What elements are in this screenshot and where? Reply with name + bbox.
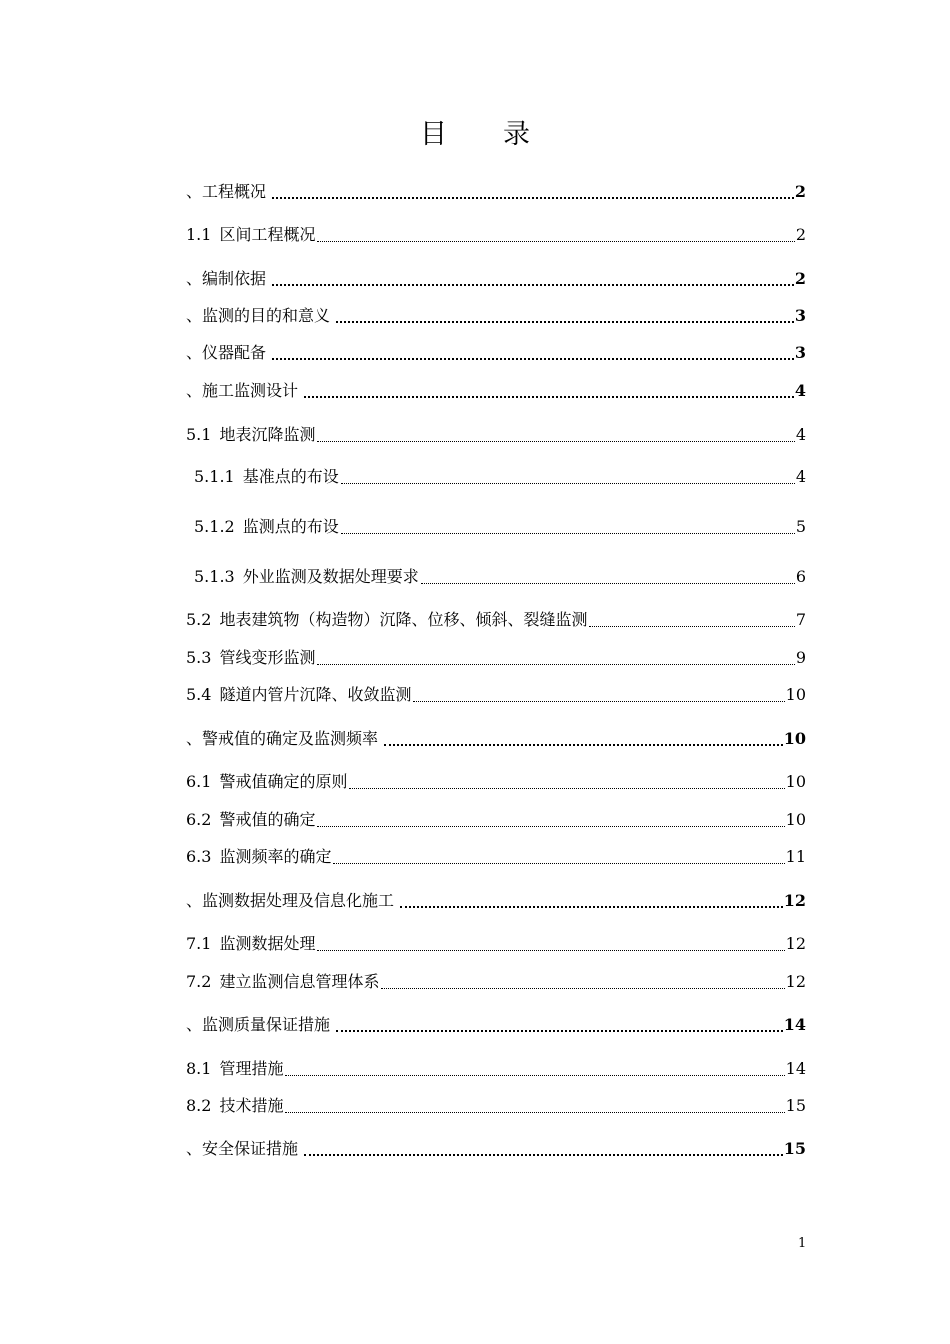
toc-entry-label <box>186 1015 330 1035</box>
toc-entry[interactable] <box>186 1055 806 1079</box>
toc-entry[interactable] <box>186 725 806 749</box>
dot-leader <box>317 812 784 827</box>
toc-entry[interactable] <box>194 563 806 587</box>
dot-leader <box>304 1140 783 1156</box>
toc-entry[interactable] <box>186 1092 806 1116</box>
toc-entry-number: 5.1.1 <box>194 467 235 486</box>
toc-entry-page: 5 <box>795 517 806 536</box>
toc-entry-text: 技术措施 <box>219 1096 284 1115</box>
toc-entry-page: 6 <box>795 567 806 586</box>
toc-entry-text: 外业监测及数据处理要求 <box>242 567 419 586</box>
toc-entry-text: 隧道内管片沉降、收敛监测 <box>219 685 412 704</box>
toc-entry[interactable] <box>186 421 806 445</box>
toc-entry-text: 、施工监测设计 <box>186 381 299 400</box>
toc-entry-page: 2 <box>794 182 806 201</box>
toc-entry-label <box>186 269 266 289</box>
toc-entry[interactable] <box>186 806 806 830</box>
toc-entry-number: 7.2 <box>186 972 212 991</box>
toc-entry[interactable] <box>194 513 806 537</box>
toc-entry-text: 区间工程概况 <box>219 225 316 244</box>
toc-entry-number: 6.3 <box>186 847 212 866</box>
toc-entry-page: 10 <box>785 772 806 791</box>
toc-entry-label <box>186 648 315 668</box>
toc-entry-text: 、监测的目的和意义 <box>186 306 331 325</box>
toc-entry-page: 7 <box>795 610 806 629</box>
toc-entry-page: 2 <box>795 225 806 244</box>
toc-entry-text: 、监测质量保证措施 <box>186 1015 331 1034</box>
toc-entry[interactable] <box>186 302 806 326</box>
toc-entry[interactable] <box>186 887 806 911</box>
toc-entry-page: 3 <box>794 343 806 362</box>
toc-entry-page: 2 <box>794 269 806 288</box>
toc-entry-text: 、工程概况 <box>186 182 267 201</box>
toc-entry[interactable] <box>186 1135 806 1159</box>
toc-entry-label <box>186 891 394 911</box>
toc-entry-number: 8.2 <box>186 1096 212 1115</box>
toc-entry-number: 5.2 <box>186 610 212 629</box>
dot-leader <box>285 1098 784 1113</box>
toc-entry[interactable] <box>186 768 806 792</box>
toc-entry-number: 8.1 <box>186 1059 212 1078</box>
toc-entry-page: 3 <box>794 306 806 325</box>
toc-entry-text: 基准点的布设 <box>242 467 339 486</box>
dot-leader <box>400 892 783 908</box>
toc-entry-text: 监测点的布设 <box>242 517 339 536</box>
toc-entry[interactable] <box>186 644 806 668</box>
toc-entry-label <box>186 685 411 705</box>
toc-entry-label <box>186 425 315 445</box>
dot-leader <box>304 382 794 398</box>
dot-leader <box>333 849 784 864</box>
toc-entry-label <box>186 847 331 867</box>
toc-entry-label <box>194 467 339 487</box>
toc-entry[interactable] <box>186 377 806 401</box>
toc-entry-page: 15 <box>783 1139 806 1158</box>
toc-entry-page: 4 <box>795 425 806 444</box>
dot-leader <box>272 344 794 360</box>
toc-entry-text: 管线变形监测 <box>219 648 316 667</box>
toc-entry[interactable] <box>186 968 806 992</box>
toc-entry-text: 警戒值的确定 <box>219 810 316 829</box>
toc-entry[interactable] <box>186 265 806 289</box>
toc-entry-page: 10 <box>783 729 806 748</box>
toc-title <box>0 112 950 151</box>
dot-leader <box>336 1016 783 1032</box>
toc-title-char-1: 目 <box>420 119 447 150</box>
toc-entry[interactable] <box>186 339 806 363</box>
toc-entry-page: 9 <box>795 648 806 667</box>
toc-entry-label <box>186 972 379 992</box>
toc-entry[interactable] <box>194 463 806 487</box>
toc-entry-number: 6.1 <box>186 772 212 791</box>
toc-entry-page: 14 <box>783 1015 806 1034</box>
toc-entry[interactable] <box>186 221 806 245</box>
toc-entry-page: 10 <box>785 685 806 704</box>
toc-entry-page: 14 <box>785 1059 806 1078</box>
toc-entry-text: 监测数据处理 <box>219 934 316 953</box>
toc-entry-page: 12 <box>785 934 806 953</box>
toc-entry-number: 5.1.2 <box>194 517 235 536</box>
toc-entry-label <box>186 1096 283 1116</box>
toc-entry-number: 5.1.3 <box>194 567 235 586</box>
toc-entry-text: 、仪器配备 <box>186 343 267 362</box>
dot-leader <box>336 307 794 323</box>
toc-title-char-2: 录 <box>503 119 530 150</box>
page-number: 1 <box>798 1236 807 1251</box>
toc-entry-page: 4 <box>794 381 806 400</box>
toc-entry-text: 、警戒值的确定及监测频率 <box>186 729 379 748</box>
toc-entry-page: 12 <box>783 891 806 910</box>
toc-entry-label <box>186 934 315 954</box>
toc-entry-text: 建立监测信息管理体系 <box>219 972 380 991</box>
toc-entry-label <box>194 567 419 587</box>
dot-leader <box>317 936 784 951</box>
toc-entry[interactable] <box>186 606 806 630</box>
dot-leader <box>381 974 784 989</box>
toc-entry-number: 6.2 <box>186 810 212 829</box>
dot-leader <box>589 612 794 627</box>
dot-leader <box>413 687 784 702</box>
dot-leader <box>317 427 794 442</box>
toc-entry-number: 5.3 <box>186 648 212 667</box>
toc-entry-label <box>186 381 298 401</box>
toc-entry-label <box>194 517 339 537</box>
toc-entry-text: 警戒值确定的原则 <box>219 772 348 791</box>
toc-entry-page: 4 <box>795 467 806 486</box>
dot-leader <box>384 730 783 746</box>
toc-entry-text: 地表沉降监测 <box>219 425 316 444</box>
toc-entry-number: 5.1 <box>186 425 212 444</box>
toc-entry[interactable] <box>186 178 806 202</box>
toc-entry-label <box>186 343 266 363</box>
toc-entry-text: 地表建筑物（构造物）沉降、位移、倾斜、裂缝监测 <box>219 610 588 629</box>
toc-entry[interactable] <box>186 843 806 867</box>
toc-entry-page: 10 <box>785 810 806 829</box>
toc-entry-page: 11 <box>785 847 806 866</box>
toc-entry-label <box>186 306 330 326</box>
toc-entry-page: 12 <box>785 972 806 991</box>
toc-entry[interactable] <box>186 930 806 954</box>
dot-leader <box>272 183 794 199</box>
dot-leader <box>341 519 795 534</box>
toc-entry-page: 15 <box>785 1096 806 1115</box>
toc-entry-number: 7.1 <box>186 934 212 953</box>
toc-entry-text: 、编制依据 <box>186 269 267 288</box>
dot-leader <box>317 227 794 242</box>
toc-entry-text: 管理措施 <box>219 1059 284 1078</box>
toc-entry-label <box>186 810 315 830</box>
toc-entry-label <box>186 1059 283 1079</box>
dot-leader <box>317 650 794 665</box>
dot-leader <box>341 469 795 484</box>
toc-entry-text: 、监测数据处理及信息化施工 <box>186 891 395 910</box>
toc-entry-text: 、安全保证措施 <box>186 1139 299 1158</box>
toc-entry-number: 5.4 <box>186 685 212 704</box>
dot-leader <box>272 270 794 286</box>
toc-entry-label <box>186 610 587 630</box>
toc-entry-label <box>186 182 266 202</box>
toc-entry[interactable] <box>186 1011 806 1035</box>
toc-entry-number: 1.1 <box>186 225 212 244</box>
toc-entry[interactable] <box>186 681 806 705</box>
toc-entry-label <box>186 1139 298 1159</box>
dot-leader <box>349 774 784 789</box>
toc-entry-label <box>186 729 378 749</box>
toc-entry-label <box>186 772 347 792</box>
dot-leader <box>421 569 795 584</box>
toc-entry-text: 监测频率的确定 <box>219 847 332 866</box>
dot-leader <box>285 1061 784 1076</box>
toc-entry-label <box>186 225 315 245</box>
